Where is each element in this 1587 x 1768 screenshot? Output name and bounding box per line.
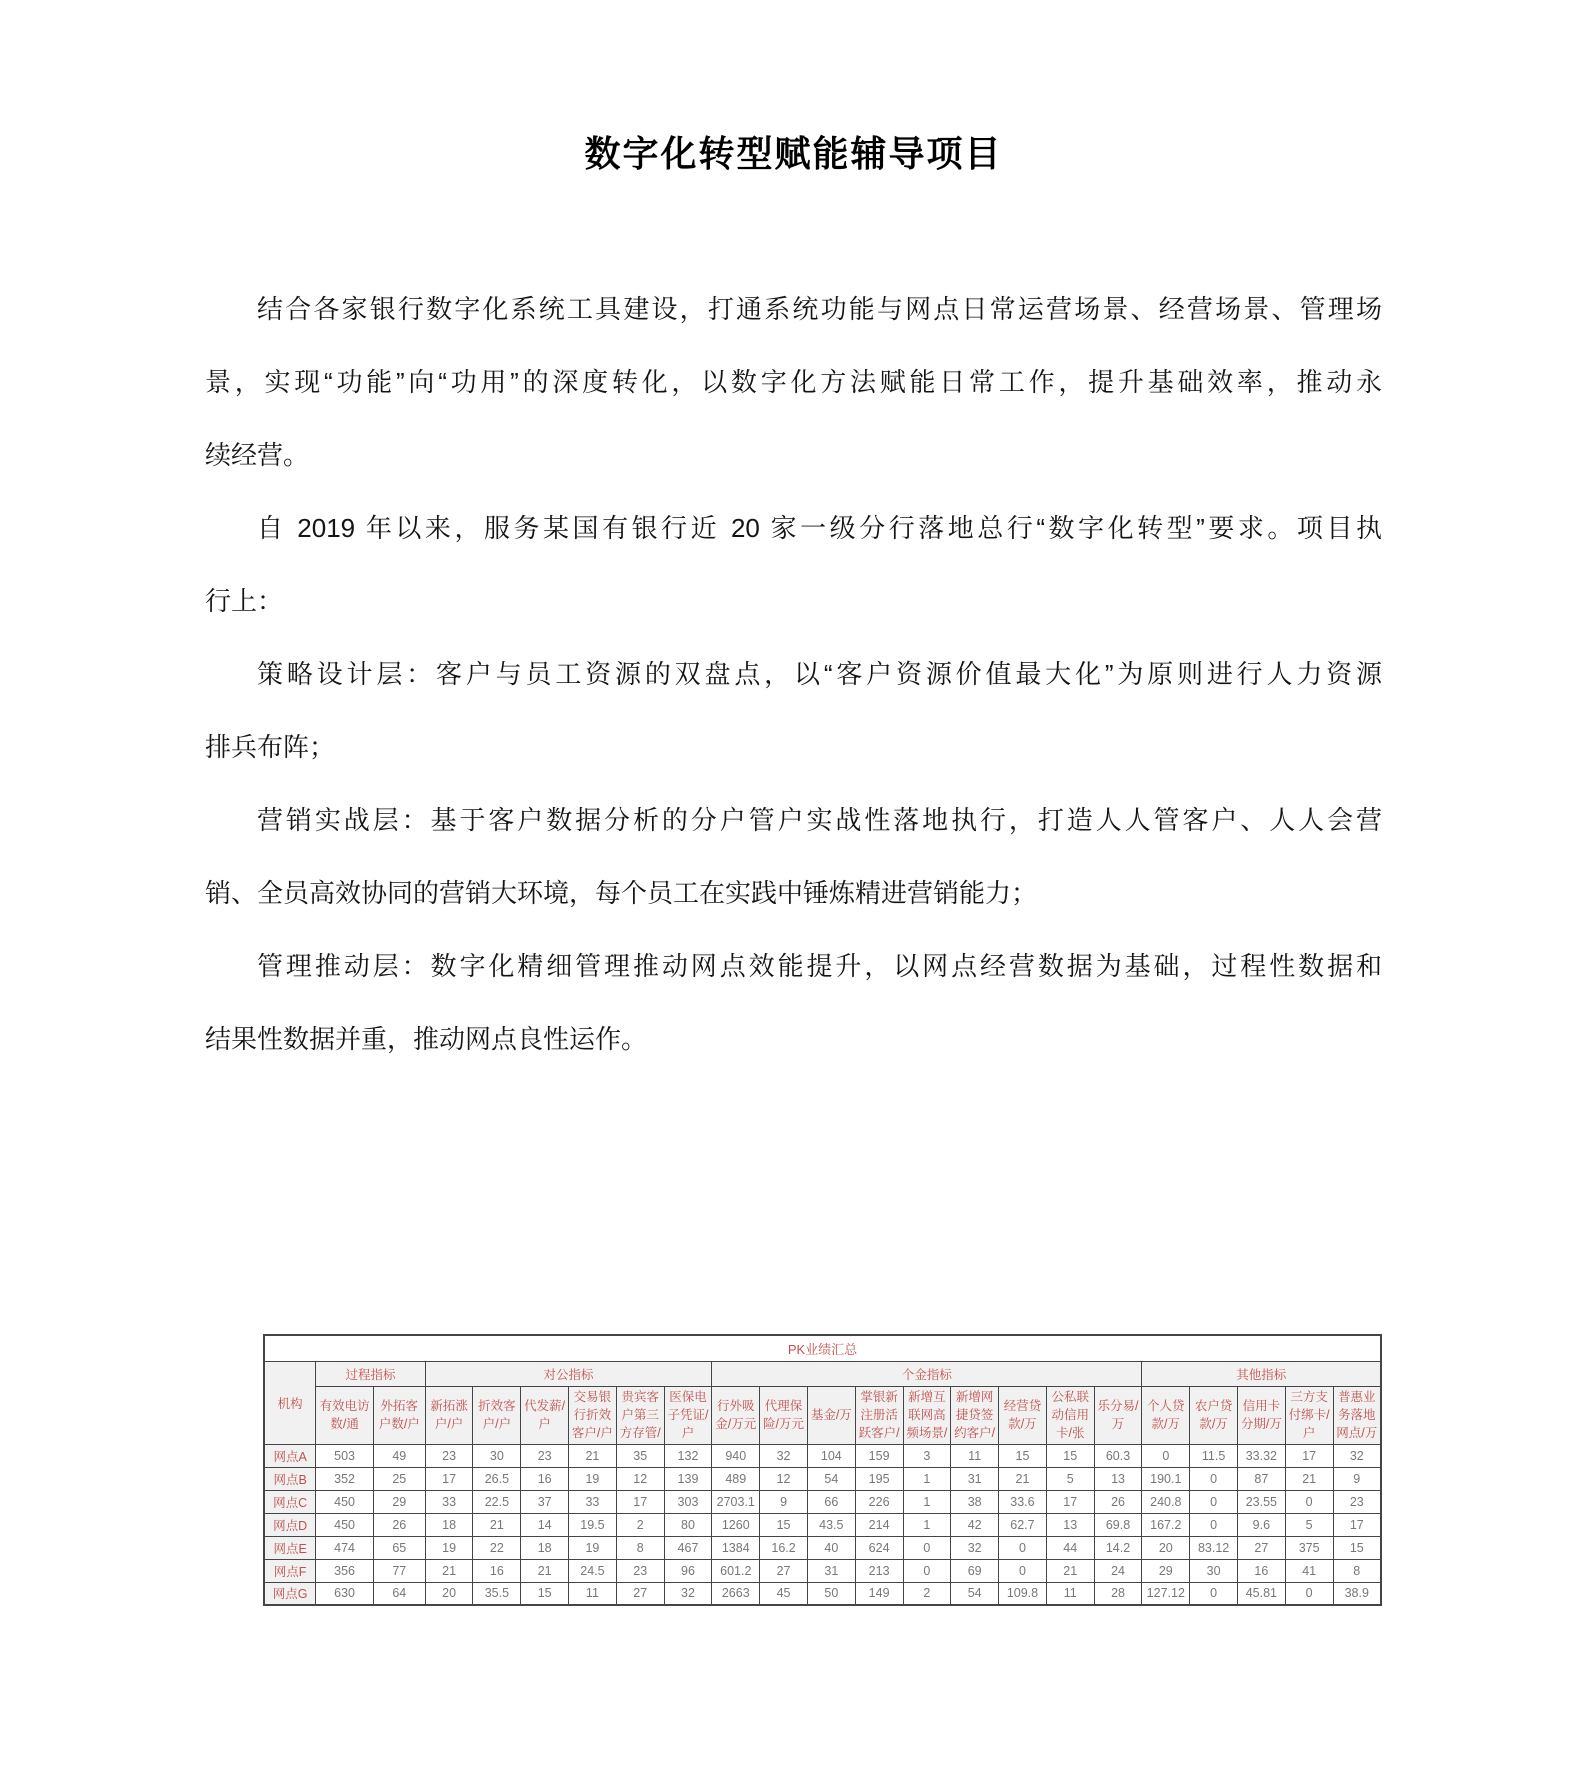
value-cell: 19: [425, 1536, 473, 1559]
value-cell: 0: [1190, 1467, 1238, 1490]
value-cell: 27: [760, 1559, 808, 1582]
column-header: 新拓涨户/户: [425, 1386, 473, 1444]
value-cell: 31: [807, 1559, 855, 1582]
value-cell: 167.2: [1142, 1513, 1190, 1536]
org-column-header: 机构: [264, 1361, 316, 1444]
column-header: 行外吸金/万元: [712, 1386, 760, 1444]
value-cell: 17: [616, 1490, 664, 1513]
table-title-row: [264, 1335, 1381, 1361]
value-cell: 26.5: [473, 1467, 521, 1490]
value-cell: 18: [521, 1536, 569, 1559]
value-cell: 29: [373, 1490, 425, 1513]
value-cell: 16: [521, 1467, 569, 1490]
column-header: 外拓客户数/户: [373, 1386, 425, 1444]
value-cell: 0: [999, 1559, 1047, 1582]
text-line: 行上：: [205, 586, 284, 616]
value-cell: 60.3: [1094, 1444, 1142, 1467]
value-cell: 38: [951, 1490, 999, 1513]
value-cell: 11: [1046, 1582, 1094, 1605]
value-cell: 127.12: [1142, 1582, 1190, 1605]
table-row: [264, 1490, 1381, 1513]
text-line: 营销实战层：基于客户数据分析的分户管户实战性落地执行，打造人人管客户、人人会营: [257, 805, 1382, 835]
column-header: 经营贷款/万: [999, 1386, 1047, 1444]
table-row: [264, 1444, 1381, 1467]
org-cell: 网点C: [264, 1490, 316, 1513]
group-header: 其他指标: [1142, 1361, 1381, 1386]
value-cell: 23: [616, 1559, 664, 1582]
value-cell: 11: [569, 1582, 617, 1605]
value-cell: 450: [316, 1490, 374, 1513]
paragraph: [205, 784, 1382, 930]
value-cell: 21: [425, 1559, 473, 1582]
value-cell: 15: [760, 1513, 808, 1536]
value-cell: 43.5: [807, 1513, 855, 1536]
value-cell: 96: [664, 1559, 712, 1582]
value-cell: 17: [425, 1467, 473, 1490]
value-cell: 23: [425, 1444, 473, 1467]
value-cell: 38.9: [1333, 1582, 1381, 1605]
value-cell: 21: [999, 1467, 1047, 1490]
value-cell: 24.5: [569, 1559, 617, 1582]
value-cell: 1384: [712, 1536, 760, 1559]
value-cell: 0: [999, 1536, 1047, 1559]
value-cell: 19: [569, 1536, 617, 1559]
value-cell: 35.5: [473, 1582, 521, 1605]
value-cell: 17: [1333, 1513, 1381, 1536]
value-cell: 0: [903, 1536, 951, 1559]
value-cell: 14: [521, 1513, 569, 1536]
column-header: 基金/万: [807, 1386, 855, 1444]
value-cell: 27: [1237, 1536, 1285, 1559]
column-header: 个人贷款/万: [1142, 1386, 1190, 1444]
value-cell: 13: [1046, 1513, 1094, 1536]
value-cell: 15: [999, 1444, 1047, 1467]
value-cell: 69.8: [1094, 1513, 1142, 1536]
group-header: 过程指标: [316, 1361, 425, 1386]
text-line: 销、全员高效协同的营销大环境，每个员工在实践中锤炼精进营销能力；: [205, 878, 1038, 908]
value-cell: 26: [1094, 1490, 1142, 1513]
value-cell: 9: [1333, 1467, 1381, 1490]
value-cell: 213: [855, 1559, 903, 1582]
value-cell: 303: [664, 1490, 712, 1513]
value-cell: 49: [373, 1444, 425, 1467]
value-cell: 1: [903, 1467, 951, 1490]
value-cell: 17: [1046, 1490, 1094, 1513]
value-cell: 12: [616, 1467, 664, 1490]
value-cell: 1260: [712, 1513, 760, 1536]
text-line: 结合各家银行数字化系统工具建设，打通系统功能与网点日常运营场景、经营场景、管理场: [257, 294, 1382, 324]
value-cell: 214: [855, 1513, 903, 1536]
value-cell: 37: [521, 1490, 569, 1513]
column-header: 信用卡分期/万: [1237, 1386, 1285, 1444]
column-header: 掌银新注册活跃客户/: [855, 1386, 903, 1444]
value-cell: 1: [903, 1513, 951, 1536]
value-cell: 2703.1: [712, 1490, 760, 1513]
org-cell: 网点B: [264, 1467, 316, 1490]
value-cell: 19: [569, 1467, 617, 1490]
paragraph: [205, 492, 1382, 638]
value-cell: 0: [903, 1559, 951, 1582]
column-header: 交易银行折效客户/户: [569, 1386, 617, 1444]
value-cell: 35: [616, 1444, 664, 1467]
value-cell: 195: [855, 1467, 903, 1490]
column-header: 代发薪/户: [521, 1386, 569, 1444]
value-cell: 5: [1285, 1513, 1333, 1536]
value-cell: 15: [1046, 1444, 1094, 1467]
column-header: 代理保险/万元: [760, 1386, 808, 1444]
value-cell: 20: [425, 1582, 473, 1605]
value-cell: 29: [1142, 1559, 1190, 1582]
value-cell: 54: [807, 1467, 855, 1490]
table-title: PK业绩汇总: [264, 1335, 1381, 1361]
value-cell: 23.55: [1237, 1490, 1285, 1513]
column-header: 农户贷款/万: [1190, 1386, 1238, 1444]
column-header: 医保电子凭证/户: [664, 1386, 712, 1444]
value-cell: 0: [1190, 1490, 1238, 1513]
value-cell: 28: [1094, 1582, 1142, 1605]
value-cell: 33: [569, 1490, 617, 1513]
value-cell: 22: [473, 1536, 521, 1559]
column-header: 贵宾客户第三方存管/: [616, 1386, 664, 1444]
value-cell: 19.5: [569, 1513, 617, 1536]
value-cell: 87: [1237, 1467, 1285, 1490]
value-cell: 65: [373, 1536, 425, 1559]
value-cell: 16.2: [760, 1536, 808, 1559]
value-cell: 15: [1333, 1536, 1381, 1559]
value-cell: 23: [1333, 1490, 1381, 1513]
value-cell: 139: [664, 1467, 712, 1490]
value-cell: 54: [951, 1582, 999, 1605]
value-cell: 33.32: [1237, 1444, 1285, 1467]
column-header: 乐分易/万: [1094, 1386, 1142, 1444]
value-cell: 15: [521, 1582, 569, 1605]
value-cell: 8: [616, 1536, 664, 1559]
value-cell: 33: [425, 1490, 473, 1513]
document-title: 数字化转型赋能辅导项目: [584, 133, 1003, 174]
value-cell: 375: [1285, 1536, 1333, 1559]
value-cell: 50: [807, 1582, 855, 1605]
value-cell: 467: [664, 1536, 712, 1559]
org-cell: 网点F: [264, 1559, 316, 1582]
value-cell: 190.1: [1142, 1467, 1190, 1490]
value-cell: 66: [807, 1490, 855, 1513]
table-row: [264, 1559, 1381, 1582]
value-cell: 21: [473, 1513, 521, 1536]
text-line: 结果性数据并重，推动网点良性运作。: [205, 1024, 648, 1054]
value-cell: 5: [1046, 1467, 1094, 1490]
value-cell: 159: [855, 1444, 903, 1467]
column-header: 公私联动信用卡/张: [1046, 1386, 1094, 1444]
value-cell: 40: [807, 1536, 855, 1559]
value-cell: 42: [951, 1513, 999, 1536]
value-cell: 104: [807, 1444, 855, 1467]
value-cell: 18: [425, 1513, 473, 1536]
value-cell: 2: [616, 1513, 664, 1536]
text-line: 景，实现“功能”向“功用”的深度转化，以数字化方法赋能日常工作，提升基础效率，推动永: [205, 367, 1382, 397]
text-line: 排兵布阵；: [205, 732, 336, 762]
body-text: [205, 273, 1382, 1076]
value-cell: 940: [712, 1444, 760, 1467]
value-cell: 0: [1190, 1513, 1238, 1536]
value-cell: 20: [1142, 1536, 1190, 1559]
value-cell: 32: [664, 1582, 712, 1605]
table-row: [264, 1513, 1381, 1536]
value-cell: 226: [855, 1490, 903, 1513]
org-cell: 网点D: [264, 1513, 316, 1536]
column-header-row: [264, 1386, 1381, 1444]
value-cell: 630: [316, 1582, 374, 1605]
value-cell: 1: [903, 1490, 951, 1513]
value-cell: 240.8: [1142, 1490, 1190, 1513]
table-row: [264, 1536, 1381, 1559]
value-cell: 12: [760, 1467, 808, 1490]
value-cell: 45: [760, 1582, 808, 1605]
value-cell: 32: [951, 1536, 999, 1559]
value-cell: 30: [473, 1444, 521, 1467]
pk-performance-table: [263, 1334, 1382, 1606]
value-cell: 22.5: [473, 1490, 521, 1513]
column-header: 折效客户/户: [473, 1386, 521, 1444]
column-header: 普惠业务落地网点/万: [1333, 1386, 1381, 1444]
value-cell: 0: [1285, 1582, 1333, 1605]
value-cell: 83.12: [1190, 1536, 1238, 1559]
value-cell: 62.7: [999, 1513, 1047, 1536]
value-cell: 33.6: [999, 1490, 1047, 1513]
value-cell: 0: [1190, 1582, 1238, 1605]
column-header: 新增互联网高频场景/: [903, 1386, 951, 1444]
text-line: 策略设计层：客户与员工资源的双盘点，以“客户资源价值最大化”为原则进行人力资源: [257, 659, 1382, 689]
value-cell: 25: [373, 1467, 425, 1490]
value-cell: 109.8: [999, 1582, 1047, 1605]
value-cell: 13: [1094, 1467, 1142, 1490]
group-header: 个金指标: [712, 1361, 1142, 1386]
value-cell: 352: [316, 1467, 374, 1490]
text-line: 管理推动层：数字化精细管理推动网点效能提升，以网点经营数据为基础，过程性数据和: [257, 951, 1382, 981]
group-header: 对公指标: [425, 1361, 712, 1386]
value-cell: 31: [951, 1467, 999, 1490]
table-row: [264, 1582, 1381, 1605]
column-header: 有效电访数/通: [316, 1386, 374, 1444]
value-cell: 356: [316, 1559, 374, 1582]
value-cell: 3: [903, 1444, 951, 1467]
value-cell: 503: [316, 1444, 374, 1467]
value-cell: 26: [373, 1513, 425, 1536]
value-cell: 0: [1285, 1490, 1333, 1513]
value-cell: 16: [473, 1559, 521, 1582]
value-cell: 77: [373, 1559, 425, 1582]
column-header: 新增网捷贷签约客户/: [951, 1386, 999, 1444]
value-cell: 489: [712, 1467, 760, 1490]
value-cell: 27: [616, 1582, 664, 1605]
page-content: [205, 0, 1382, 1606]
text-line: 续经营。: [205, 440, 310, 470]
value-cell: 8: [1333, 1559, 1381, 1582]
value-cell: 30: [1190, 1559, 1238, 1582]
paragraph: [205, 273, 1382, 492]
value-cell: 0: [1142, 1444, 1190, 1467]
value-cell: 45.81: [1237, 1582, 1285, 1605]
value-cell: 24: [1094, 1559, 1142, 1582]
value-cell: 64: [373, 1582, 425, 1605]
value-cell: 624: [855, 1536, 903, 1559]
value-cell: 132: [664, 1444, 712, 1467]
value-cell: 11.5: [1190, 1444, 1238, 1467]
value-cell: 32: [1333, 1444, 1381, 1467]
value-cell: 80: [664, 1513, 712, 1536]
value-cell: 21: [569, 1444, 617, 1467]
text-line: 自 2019 年以来，服务某国有银行近 20 家一级分行落地总行“数字化转型”要求。项目执: [257, 513, 1382, 543]
paragraph: [205, 638, 1382, 784]
value-cell: 11: [951, 1444, 999, 1467]
value-cell: 601.2: [712, 1559, 760, 1582]
value-cell: 2663: [712, 1582, 760, 1605]
value-cell: 21: [1285, 1467, 1333, 1490]
value-cell: 450: [316, 1513, 374, 1536]
group-header-row: [264, 1361, 1381, 1386]
value-cell: 16: [1237, 1559, 1285, 1582]
value-cell: 21: [1046, 1559, 1094, 1582]
value-cell: 149: [855, 1582, 903, 1605]
value-cell: 17: [1285, 1444, 1333, 1467]
value-cell: 14.2: [1094, 1536, 1142, 1559]
value-cell: 9.6: [1237, 1513, 1285, 1536]
value-cell: 2: [903, 1582, 951, 1605]
value-cell: 9: [760, 1490, 808, 1513]
org-cell: 网点G: [264, 1582, 316, 1605]
value-cell: 44: [1046, 1536, 1094, 1559]
org-cell: 网点E: [264, 1536, 316, 1559]
value-cell: 69: [951, 1559, 999, 1582]
paragraph: [205, 930, 1382, 1076]
value-cell: 32: [760, 1444, 808, 1467]
org-cell: 网点A: [264, 1444, 316, 1467]
value-cell: 23: [521, 1444, 569, 1467]
table-row: [264, 1467, 1381, 1490]
column-header: 三方支付绑卡/户: [1285, 1386, 1333, 1444]
value-cell: 474: [316, 1536, 374, 1559]
value-cell: 41: [1285, 1559, 1333, 1582]
value-cell: 21: [521, 1559, 569, 1582]
